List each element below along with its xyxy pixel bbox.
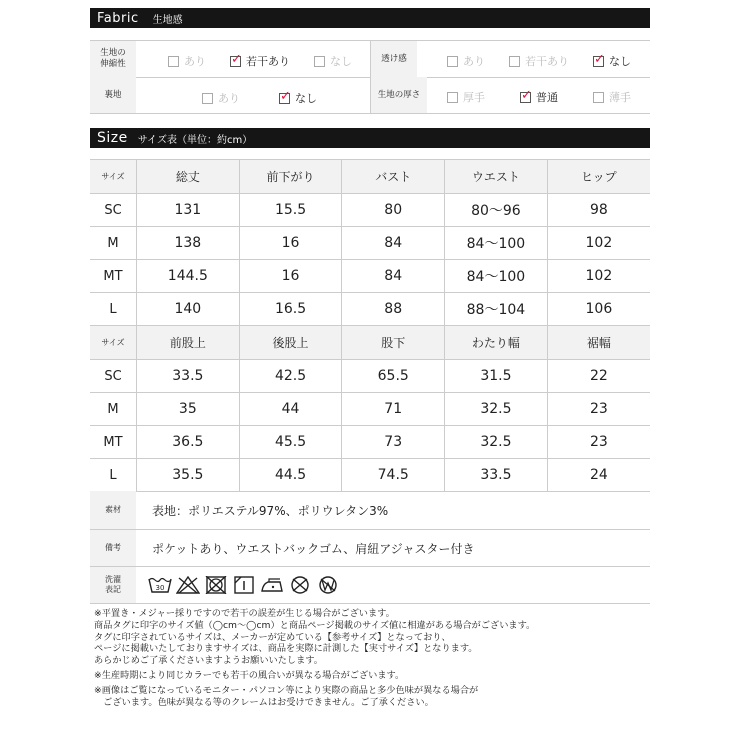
value-cell: 33.5 <box>137 360 240 393</box>
thickness-option-normal: ✓ 普通 <box>520 89 558 105</box>
value-cell: 88 <box>342 293 445 326</box>
value-cell: 84～100 <box>445 227 548 260</box>
size-cell: MT <box>90 426 137 459</box>
table-header: 裾幅 <box>547 326 650 360</box>
wet-clean-icon <box>316 576 340 594</box>
checkbox-icon <box>447 92 458 103</box>
value-cell: 88～104 <box>445 293 548 326</box>
note-line: ※生産時期により同じカラーでも若干の風合いが異なる場合がございます。 <box>94 669 405 681</box>
table-header: 総丈 <box>137 160 240 194</box>
line-dry-shade-icon <box>232 576 256 594</box>
value-cell: 102 <box>547 260 650 293</box>
value-cell: 24 <box>547 459 650 492</box>
table-row <box>90 426 650 459</box>
thickness-option-thin: 薄手 <box>593 89 631 105</box>
size-cell: SC <box>90 194 137 227</box>
sheer-label: 透け感 <box>371 41 417 77</box>
note-line: ページに掲載いたしておりますサイズは、商品を実際に計測した【実寸サイズ】となります。 <box>94 643 478 655</box>
value-cell: 80 <box>342 194 445 227</box>
care-icons <box>148 567 344 603</box>
stretch-option-yes: あり <box>168 53 206 69</box>
value-cell: 73 <box>342 426 445 459</box>
lining-option-yes: あり <box>202 90 240 106</box>
size-cell: L <box>90 293 137 326</box>
value-cell: 45.5 <box>239 426 342 459</box>
size-table-header-row-2 <box>90 326 650 360</box>
checkbox-checked-icon <box>593 56 604 67</box>
value-cell: 140 <box>137 293 240 326</box>
lining-option-no: ✓ なし <box>279 90 317 106</box>
checkbox-icon <box>593 92 604 103</box>
size-table <box>90 159 650 492</box>
no-dry-clean-icon <box>288 576 312 594</box>
notes <box>94 608 654 708</box>
care-label: 洗濯 表記 <box>90 567 136 603</box>
value-cell: 71 <box>342 393 445 426</box>
thickness-option-thick: 厚手 <box>447 89 485 105</box>
note-line: ※画像はご覧になっているモニター・パソコン等により実際の商品と多少色味が異なる場合が <box>94 684 479 696</box>
size-cell: M <box>90 393 137 426</box>
value-cell: 44.5 <box>239 459 342 492</box>
checkbox-icon <box>202 93 213 104</box>
value-cell: 98 <box>547 194 650 227</box>
fabric-subtitle: 生地感 <box>152 14 183 26</box>
fabric-section-header <box>90 8 650 28</box>
value-cell: 44 <box>239 393 342 426</box>
thickness-label: 生地の厚さ <box>371 77 427 113</box>
checkbox-icon <box>509 56 520 67</box>
value-cell: 84 <box>342 227 445 260</box>
value-cell: 106 <box>547 293 650 326</box>
size-section-header <box>90 128 650 148</box>
iron-low-icon <box>260 576 284 594</box>
table-row <box>90 194 650 227</box>
value-cell: 36.5 <box>137 426 240 459</box>
sheer-option-no: ✓ なし <box>593 53 631 69</box>
table-header: 前下がり <box>239 160 342 194</box>
care-row <box>90 567 650 604</box>
material-value: 表地：ポリエステル97%、ポリウレタン3% <box>152 503 389 518</box>
table-header: わたり幅 <box>445 326 548 360</box>
checkbox-checked-icon <box>230 56 241 67</box>
checkbox-checked-icon <box>520 92 531 103</box>
table-row <box>90 459 650 492</box>
value-cell: 35 <box>137 393 240 426</box>
size-table-header-row-1 <box>90 160 650 194</box>
table-header: 股下 <box>342 326 445 360</box>
value-cell: 16 <box>239 227 342 260</box>
material-row <box>90 491 650 530</box>
table-row <box>90 293 650 326</box>
table-header: 後股上 <box>239 326 342 360</box>
value-cell: 23 <box>547 426 650 459</box>
table-row <box>90 260 650 293</box>
sheer-option-yes: あり <box>447 53 485 69</box>
value-cell: 32.5 <box>445 426 548 459</box>
value-cell: 32.5 <box>445 393 548 426</box>
value-cell: 80～96 <box>445 194 548 227</box>
note-line: 商品タグに印字のサイズ値（◯cm～◯cm）と商品ページ掲載のサイズ値に相違がある場合がございます。 <box>94 619 536 631</box>
size-cell: SC <box>90 360 137 393</box>
stretch-option-no: なし <box>314 53 352 69</box>
table-row <box>90 393 650 426</box>
size-title: Size <box>97 130 128 146</box>
value-cell: 131 <box>137 194 240 227</box>
value-cell: 84～100 <box>445 260 548 293</box>
table-row <box>90 360 650 393</box>
material-label: 素材 <box>90 491 136 529</box>
remarks-row <box>90 530 650 567</box>
table-header: 前股上 <box>137 326 240 360</box>
no-bleach-icon <box>176 576 200 594</box>
remarks-value: ポケットあり、ウエストバックゴム、肩紐アジャスター付き <box>152 541 475 556</box>
checkbox-icon <box>447 56 458 67</box>
value-cell: 22 <box>547 360 650 393</box>
sheer-option-slight: 若干あり <box>509 53 569 69</box>
value-cell: 74.5 <box>342 459 445 492</box>
size-cell: L <box>90 459 137 492</box>
fabric-row-lining-thickness <box>90 77 650 114</box>
fabric-row-stretch-sheer <box>90 40 650 78</box>
wash-30-icon <box>148 576 172 594</box>
note-line: あらかじめご了承くださいますようお願いいたします。 <box>94 655 323 667</box>
table-header: バスト <box>342 160 445 194</box>
table-header: ヒップ <box>547 160 650 194</box>
fabric-title: Fabric <box>97 10 139 26</box>
no-tumble-dry-icon <box>204 576 228 594</box>
svg-text:30: 30 <box>155 584 165 592</box>
value-cell: 23 <box>547 393 650 426</box>
note-line: タグに印字されているサイズは、メーカーが定めている【参考サイズ】となっており、 <box>94 631 451 643</box>
stretch-label: 生地の 伸縮性 <box>90 41 136 77</box>
remarks-label: 備考 <box>90 530 136 566</box>
value-cell: 16.5 <box>239 293 342 326</box>
checkbox-icon <box>168 56 179 67</box>
table-header: サイズ <box>90 160 137 194</box>
value-cell: 84 <box>342 260 445 293</box>
value-cell: 33.5 <box>445 459 548 492</box>
value-cell: 42.5 <box>239 360 342 393</box>
value-cell: 144.5 <box>137 260 240 293</box>
value-cell: 31.5 <box>445 360 548 393</box>
value-cell: 102 <box>547 227 650 260</box>
table-header: サイズ <box>90 326 137 360</box>
size-subtitle: サイズ表（単位：約cm） <box>137 134 253 146</box>
note-line: ございます。色味が異なる等のクレームはお受けできません。ご了承ください。 <box>94 696 434 708</box>
value-cell: 65.5 <box>342 360 445 393</box>
table-row <box>90 227 650 260</box>
checkbox-checked-icon <box>279 93 290 104</box>
size-cell: MT <box>90 260 137 293</box>
checkbox-icon <box>314 56 325 67</box>
stretch-option-slight: ✓ 若干あり <box>230 53 290 69</box>
table-header: ウエスト <box>445 160 548 194</box>
value-cell: 16 <box>239 260 342 293</box>
lining-label: 裏地 <box>90 77 136 113</box>
note-line: ※平置き・メジャー採りですので若干の誤差が生じる場合がございます。 <box>94 608 395 619</box>
value-cell: 15.5 <box>239 194 342 227</box>
value-cell: 138 <box>137 227 240 260</box>
size-cell: M <box>90 227 137 260</box>
value-cell: 35.5 <box>137 459 240 492</box>
